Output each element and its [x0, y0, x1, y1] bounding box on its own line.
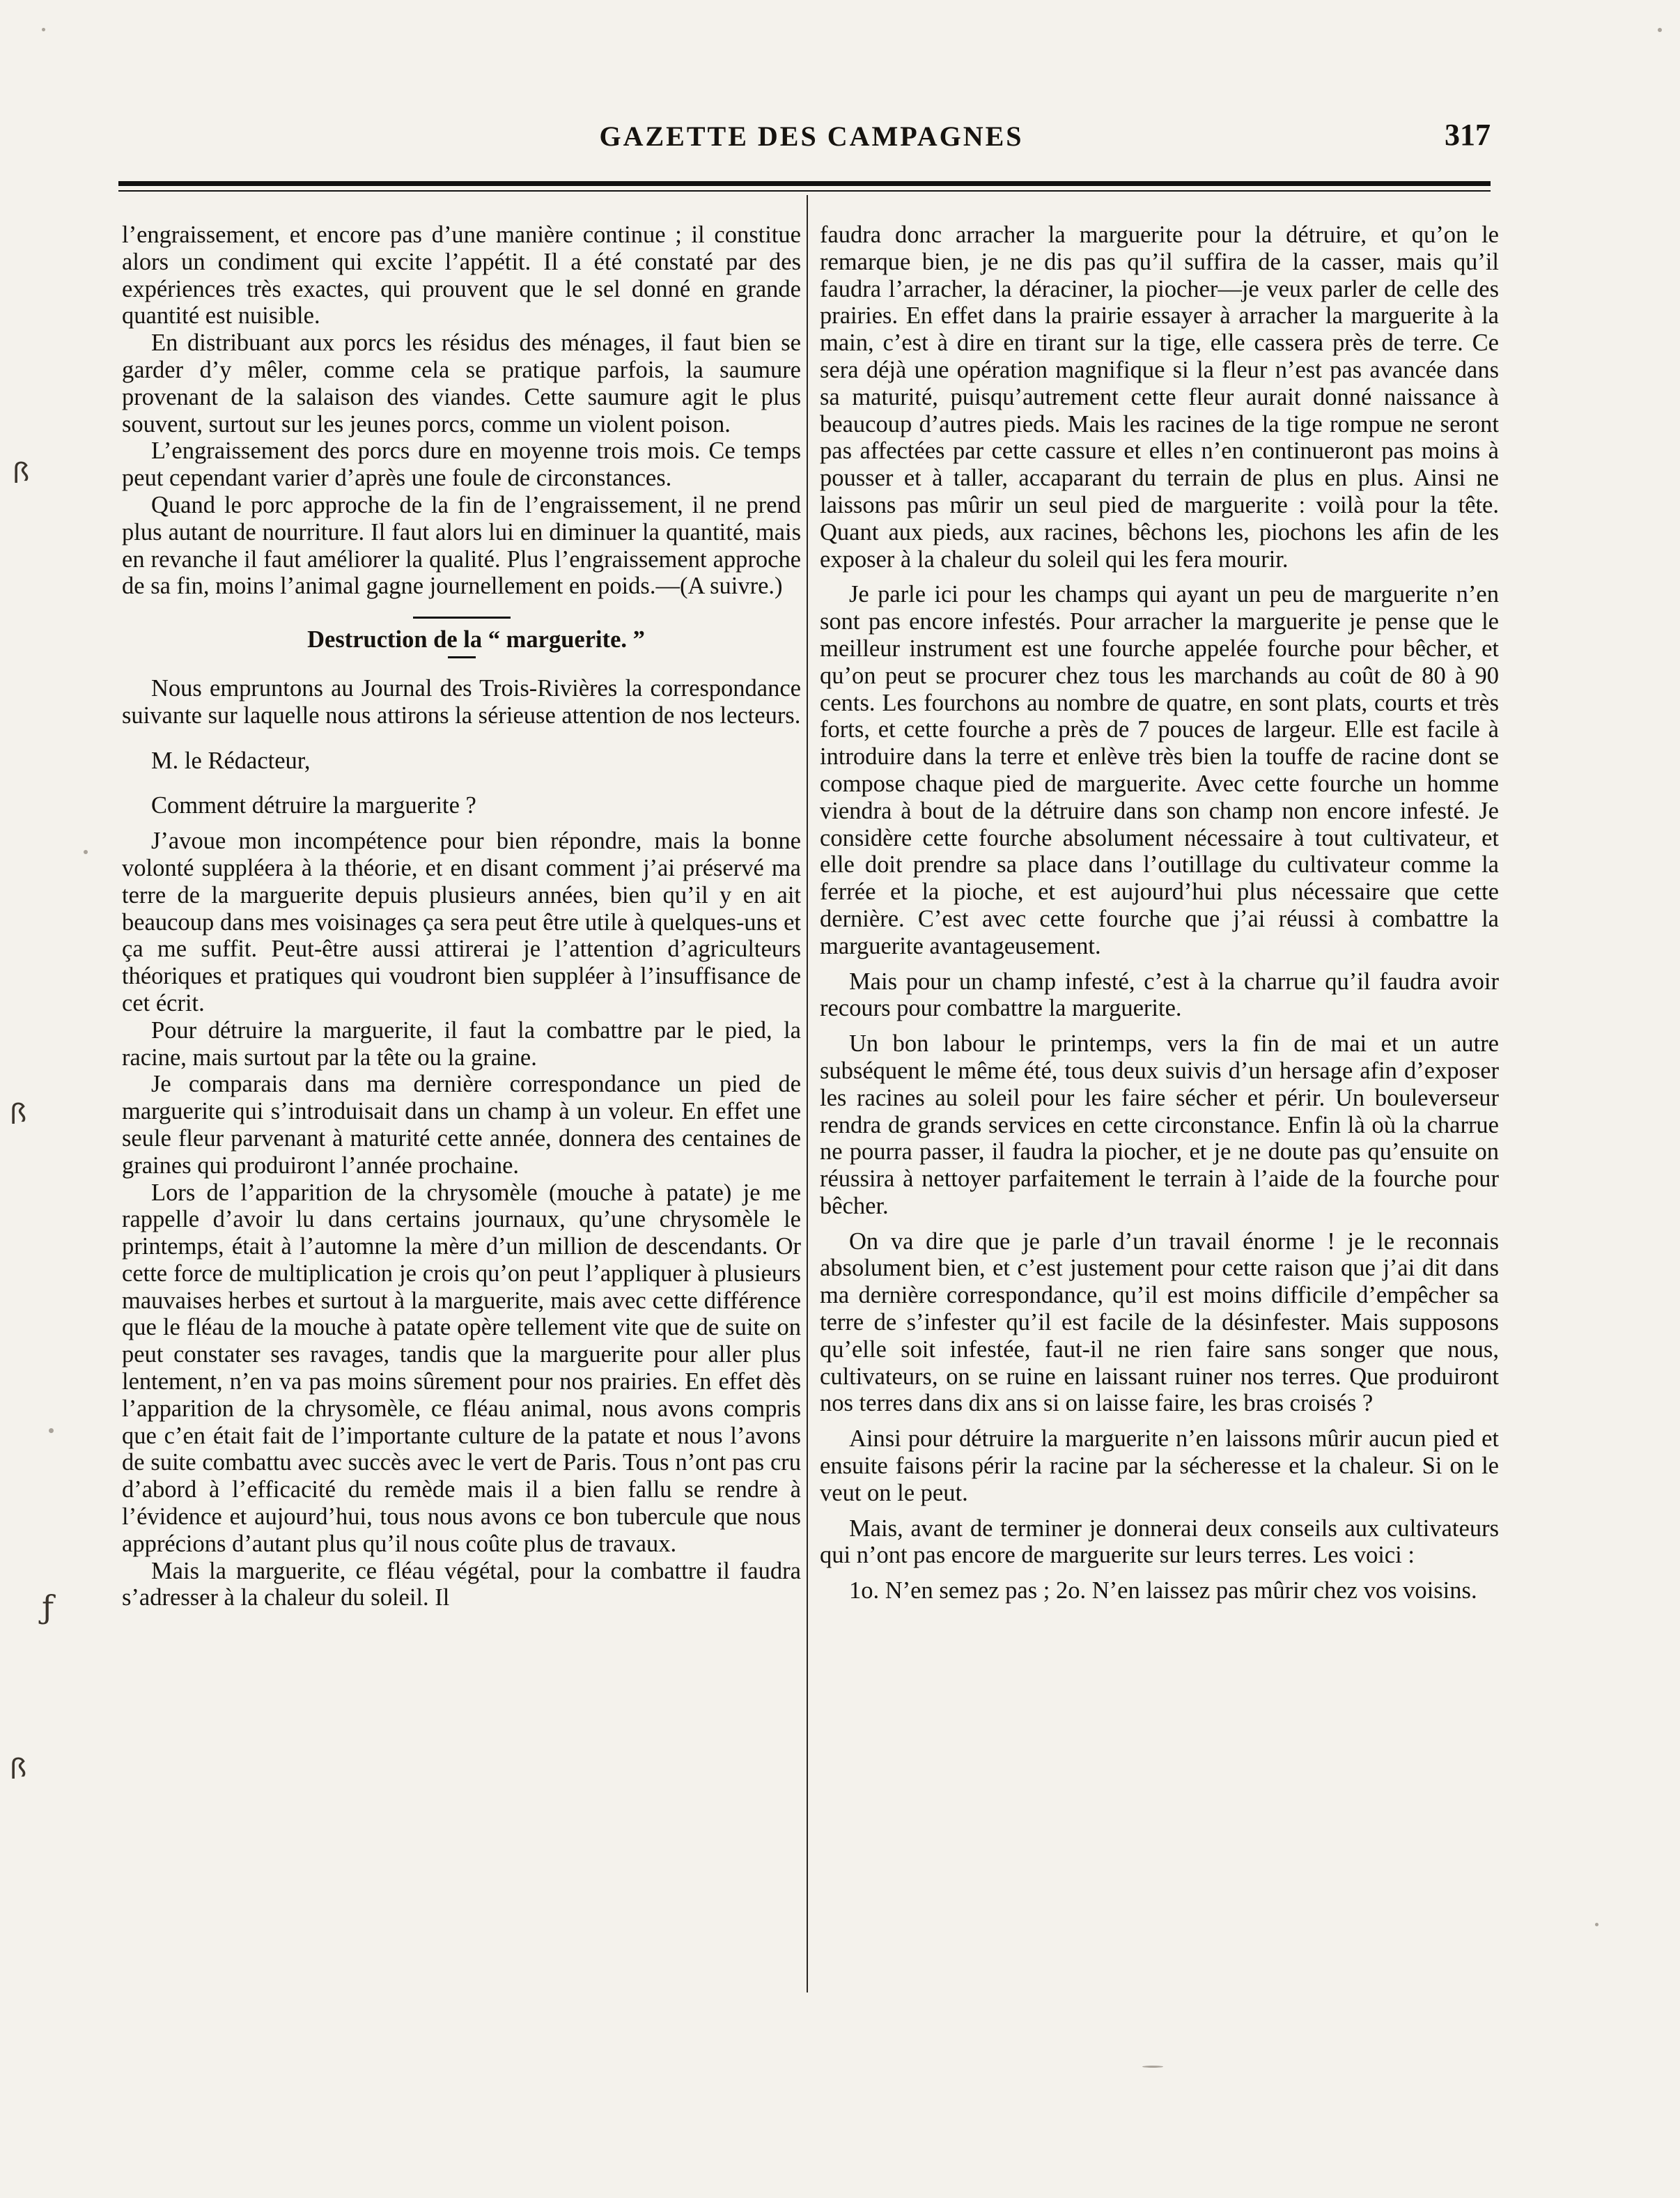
paragraph: Mais pour un champ infesté, c’est à la charrue qu’il faudra avoir recours pour combattre la marguerite. — [820, 968, 1499, 1022]
scan-speck — [1142, 2066, 1163, 2068]
paragraph: faudra donc arracher la marguerite pour la détruire, et qu’on le remarque bien, je ne dis pas qu’il suffira de la casser, mais qu’il faudra l’arracher, la déraciner, la piocher—je veux parler de celle des prairies. En effet dans la prairie essayer à arracher la marguerite à la main, c’est à dire en tirant sur la tige, elle cassera près de terre. Ce sera déjà une opération magnifique si la fleur n’est pas avancée dans sa maturité, puisqu’autrement cette fleur aurait donné naissance à beaucoup d’autres pieds. Mais les racines de la tige rompue ne seront pas affectées par cette cassure et elles n’en continueront pas moins à pousser et à taller, accaparant du terrain de plus en plus. Ainsi ne laissons pas mûrir un seul pied de marguerite : voilà pour la tête. Quant aux pieds, aux racines, bêchons les, piochons les afin de les exposer à la chaleur du soleil qui les fera mourir. — [820, 222, 1499, 573]
paragraph: Mais, avant de terminer je donnerai deux conseils aux cultivateurs qui n’ont pas encore de marguerite sur leurs terres. Les voici : — [820, 1515, 1499, 1569]
paragraph: Je parle ici pour les champs qui ayant un peu de marguerite n’en sont pas encore infestés. Pour arracher la marguerite je pense que le meilleur instrument est une fourche appelée fourche pour bêcher, et qu’on peut se procurer chez tous les marchands au coût de 80 à 90 cents. Les fourchons au nombre de quatre, en sont plats, courts et très forts, et cette fourche a près de 7 pouces de largeur. Elle est facile à introduire dans la terre et enlève très bien la touffe de racine dont se compose chaque pied de marguerite. Avec cette fourche un homme viendra à bout de la détruire dans son champ non encore infesté. Je considère cette fourche absolument nécessaire à tout cultivateur, et elle doit prendre sa place dans l’outillage du cultivateur comme la ferrée et la pioche, et est aujourd’hui plus nécessaire que cette dernière. C’est avec cette fourche que j’ai réussi à combattre la marguerite avantageusement. — [820, 581, 1499, 959]
paragraph: L’engraissement des porcs dure en moyenne trois mois. Ce temps peut cependant varier d’après une foule de circonstances. — [122, 438, 801, 492]
paragraph: En distribuant aux porcs les résidus des ménages, il faut bien se garder d’y mêler, comme cela se pratique parfois, la saumure provenant de la salaison des viandes. Cette saumure agit le plus souvent, surtout sur les jeunes porcs, comme un violent poison. — [122, 330, 801, 438]
header-rule-thin — [118, 190, 1491, 192]
paragraph: Je comparais dans ma dernière correspondance un pied de marguerite qui s’introduisait dans un champ à un voleur. En effet une seule fleur parvenant à maturité cette année, donnera des centaines de graines qui produiront l’année prochaine. — [122, 1071, 801, 1179]
paragraph: l’engraissement, et encore pas d’une manière continue ; il constitue alors un condiment qui excite l’appétit. Il a été constaté par des expériences très exactes, qui prouvent que le sel donné en grande quantité est nuisible. — [122, 222, 801, 330]
paragraph: Pour détruire la marguerite, il faut la combattre par le pied, la racine, mais surtout par la tête ou la graine. — [122, 1016, 801, 1071]
paragraph: 1o. N’en semez pas ; 2o. N’en laissez pas mûrir chez vos voisins. — [849, 1577, 1477, 1604]
margin-mark: ꟗ — [13, 458, 30, 490]
paragraph: Un bon labour le printemps, vers la fin de mai et un autre subséquent le même été, tous deux suivis d’un hersage afin d’exposer les racines au soleil pour les faire sécher et périr. Un bouleverseur rendra de grands services en cette circonstance. Enfin là où la charrue ne pourra passer, il faudra la piocher, et je ne doute pas qu’ensuite on réussira à nettoyer parfaitement le terrain à l’aide de la fourche pour bêcher. — [820, 1030, 1499, 1219]
right-column — [820, 222, 1499, 1604]
scan-speck — [42, 28, 45, 31]
scan-speck — [84, 850, 88, 854]
margin-mark: ꟗ — [10, 1754, 27, 1786]
scan-speck — [1595, 1923, 1599, 1926]
paragraph: On va dire que je parle d’un travail énorme ! je le reconnais absolument bien, et c’est justement pour cette raison que j’ai dit dans ma dernière correspondance, qu’il est moins difficile d’empêcher sa terre de s’infester qu’il est facile de la désinfester. Mais supposons qu’elle soit infestée, faut-il ne rien faire sans songer que nous, cultivateurs, on se ruine en laissant ruiner nos terres. Que produiront nos terres dans dix ans si on laisse faire, les bras croisés ? — [820, 1228, 1499, 1417]
column-divider — [807, 195, 808, 1992]
margin-mark: ƒ — [42, 1588, 54, 1626]
paragraph: Lors de l’apparition de la chrysomèle (mouche à patate) je me rappelle d’avoir lu dans certains journaux, qu’une chrysomèle le printemps, était à l’automne la mère d’un million de descendants. Or cette force de multiplication je crois qu’on peut l’appliquer à plusieurs mauvaises herbes et surtout à la marguerite, mais avec cette différence que le fléau de la mouche à patate opère tellement vite que de suite on peut constater ses ravages, tandis que la marguerite pour aller plus lentement, n’en va pas moins sûrement pour nos prairies. En effet dès l’apparition de la chrysomèle, ce fléau animal, nous avons compris que c’en était fait de l’importante culture de la patate et nous l’avons de suite combattu avec succès avec le vert de Paris. Tous n’ont pas cru d’abord à l’efficacité du remède mais il a bien fallu se rendre à l’évidence et aujourd’hui, tous nous avons ce bon tubercule que nous apprécions d’autant plus qu’il nous coûte plus de travaux. — [122, 1179, 801, 1557]
margin-mark: ꟗ — [10, 1099, 27, 1131]
paragraph: Ainsi pour détruire la marguerite n’en laissons mûrir aucun pied et ensuite faisons périr la racine par la sécheresse et la chaleur. Si on le veut on le peut. — [820, 1425, 1499, 1506]
salutation: M. le Rédacteur, — [151, 747, 311, 774]
page-number: 317 — [1445, 118, 1491, 152]
section-separator — [413, 615, 511, 619]
paragraph: Mais la marguerite, ce fléau végétal, pour la combattre il faudra s’adresser à la chaleur du soleil. Il — [122, 1557, 801, 1611]
paragraph: J’avoue mon incompétence pour bien répondre, mais la bonne volonté suppléera à la théorie, et en disant comment j’ai préservé ma terre de la marguerite depuis plusieurs années, bien qu’il y en ait beaucoup dans mes voisinages ça sera peut être utile à quelques-uns et ça me suffit. Peut-être aussi attirerai je l’attention d’agriculteurs théoriques et pratiques qui voudront bien suppléer à l’insuffisance de cet écrit. — [122, 828, 801, 1016]
running-head — [118, 117, 1504, 159]
scan-speck — [1658, 28, 1662, 32]
header-rule-thick — [118, 181, 1491, 186]
question: Comment détruire la marguerite ? — [151, 792, 476, 819]
paragraph: Quand le porc approche de la fin de l’engraissement, il ne prend plus autant de nourriture. Il faut alors lui en diminuer la quantité, mais en revanche il faut améliorer la qualité. Plus l’engraissement approche de sa fin, moins l’animal gagne journellement en poids.—(A suivre.) — [122, 491, 801, 600]
heading-dash — [448, 656, 476, 658]
journal-title: GAZETTE DES CAMPAGNES — [599, 121, 1024, 152]
left-column — [122, 222, 801, 1611]
scan-speck — [49, 1428, 54, 1433]
article-heading: Destruction de la “ marguerite. ” — [307, 626, 645, 653]
article-intro: Nous empruntons au Journal des Trois-Rivières la correspondance suivante sur laquelle nous attirons la sérieuse attention de nos lecteurs. — [122, 674, 801, 729]
